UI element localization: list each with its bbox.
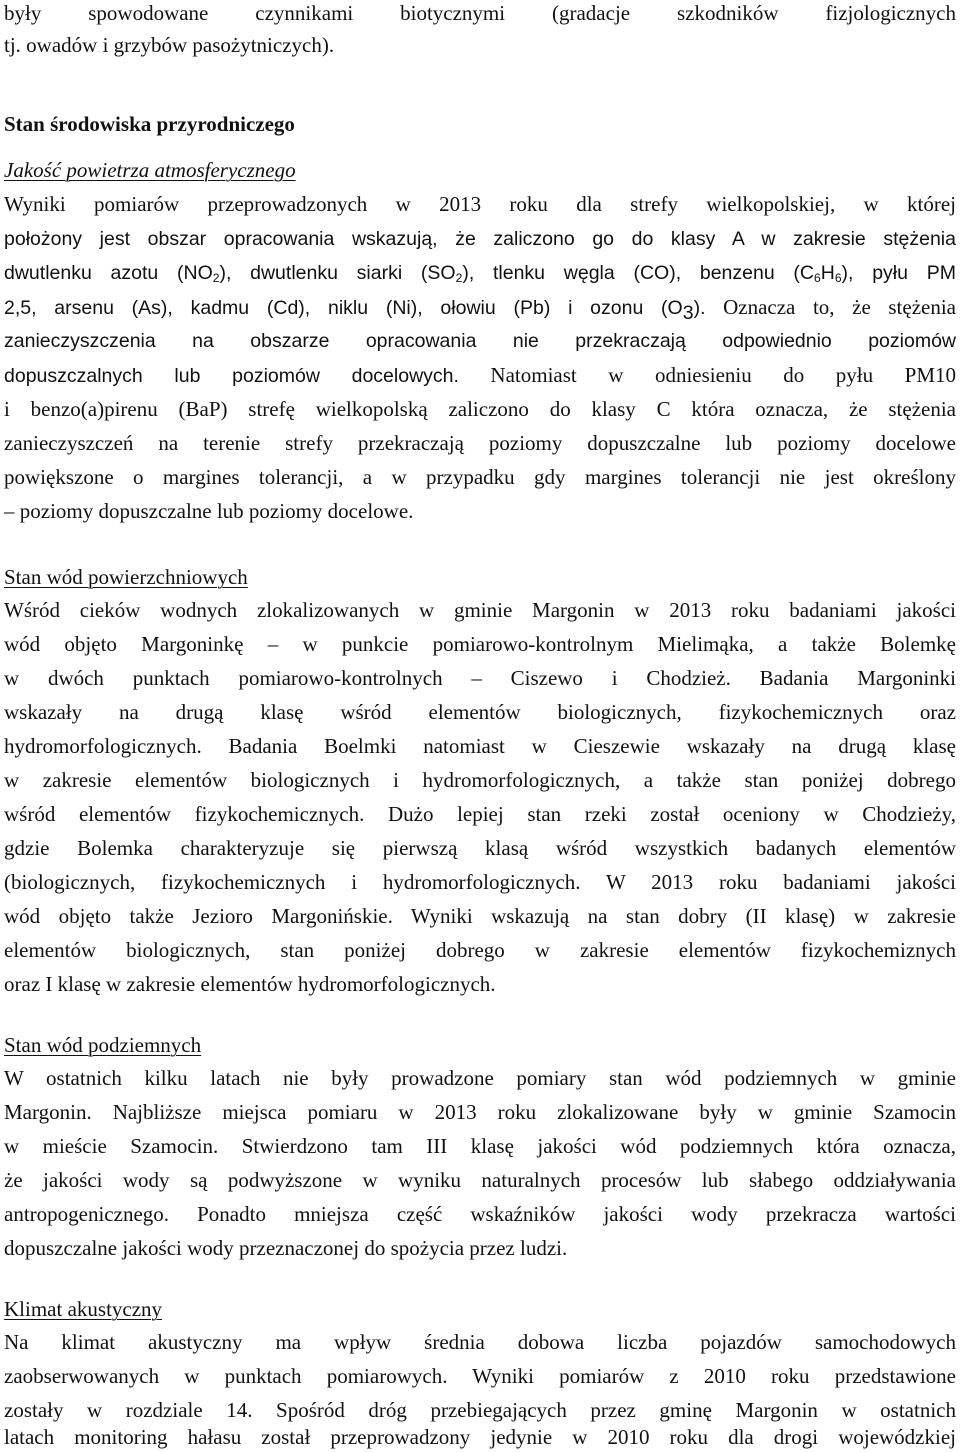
surface-water-heading: Stan wód powierzchniowych bbox=[4, 565, 248, 589]
surface-water-line: hydromorfologicznych. Badania Boelmki natomiast w Cieszewie wskazały na drugą klasę bbox=[4, 734, 956, 758]
air-line-6: dopuszczalnych lub poziomów docelowych. Natomiast w odniesieniu do pyłu PM10 bbox=[4, 363, 956, 387]
air-line-3: dwutlenku azotu $(NO_2)$, dwutlenku siarki $(SO_2)$, tlenku węgla (CO), benzenu $(C_6H_6)$, pyłu PM bbox=[4, 262, 956, 286]
surface-water-line: wód objęto także Jezioro Margonińskie. Wyniki wskazują na stan dobry (II klasę) w zakresie bbox=[4, 904, 956, 928]
surface-water-line: wskazały na drugą klasę wśród elementów biologicznych, fizykochemicznych oraz bbox=[4, 700, 956, 724]
surface-water-line: wśród elementów fizykochemicznych. Dużo lepiej stan rzeki został oceniony w Chodzieży, bbox=[4, 802, 956, 826]
air-line-5: zanieczyszczenia na obszarze opracowania nie przekraczają odpowiednio poziomów bbox=[4, 330, 956, 352]
intro-line-2: tj. owadów i grzybów pasożytniczych). bbox=[4, 33, 335, 57]
air-line-7: i benzo(a)pirenu (BaP) strefę wielkopolską zaliczono do klasy C która oznacza, że stężenia bbox=[4, 397, 956, 421]
air-quality-heading: Jakość powietrza atmosferycznego bbox=[4, 158, 296, 182]
ground-water-line: że jakości wody są podwyższone w wyniku naturalnych procesów lub słabego oddziaływania bbox=[4, 1168, 956, 1192]
air-line-8: zanieczyszczeń na terenie strefy przekraczają poziomy dopuszczalne lub poziomy docelowe bbox=[4, 431, 956, 455]
intro-line-1: były spowodowane czynnikami biotycznymi (gradacje szkodników fizjologicznych bbox=[4, 1, 956, 25]
surface-water-line: Wśród cieków wodnych zlokalizowanych w gminie Margonin w 2013 roku badaniami jakości bbox=[4, 598, 956, 622]
ground-water-line: dopuszczalne jakości wody przeznaczonej do spożycia przez ludzi. bbox=[4, 1236, 568, 1260]
air-line-1: Wyniki pomiarów przeprowadzonych w 2013 roku dla strefy wielkopolskiej, w której bbox=[4, 192, 956, 216]
ground-water-line: W ostatnich kilku latach nie były prowadzone pomiary stan wód podziemnych w gminie bbox=[4, 1066, 956, 1090]
air-line-2: położony jest obszar opracowania wskazują, że zaliczono go do klasy A w zakresie stężenia bbox=[4, 228, 956, 250]
surface-water-line: w zakresie elementów biologicznych i hydromorfologicznych, a także stan poniżej dobrego bbox=[4, 768, 956, 792]
acoustic-line: zaobserwowanych w punktach pomiarowych. Wyniki pomiarów z 2010 roku przedstawione bbox=[4, 1364, 956, 1388]
acoustic-climate-heading: Klimat akustyczny bbox=[4, 1297, 163, 1321]
ground-water-line: Margonin. Najbliższe miejsca pomiaru w 2013 roku zlokalizowane były w gminie Szamocin bbox=[4, 1100, 956, 1124]
surface-water-line: wód objęto Margoninkę – w punkcie pomiarowo-kontrolnym Mielimąka, a także Bolemkę bbox=[4, 632, 956, 656]
air-line-10: – poziomy dopuszczalne lub poziomy docelowe. bbox=[4, 499, 414, 523]
ground-water-line: w mieście Szamocin. Stwierdzono tam III klasę jakości wód podziemnych która oznacza, bbox=[4, 1134, 956, 1158]
acoustic-line: Na klimat akustyczny ma wpływ średnia dobowa liczba pojazdów samochodowych bbox=[4, 1330, 956, 1354]
surface-water-line: elementów biologicznych, stan poniżej dobrego w zakresie elementów fizykochemiznych bbox=[4, 938, 956, 962]
ground-water-line: antropogenicznego. Ponadto mniejsza część wskaźników jakości wody przekracza wartości bbox=[4, 1202, 956, 1226]
acoustic-line: zostały w rozdziale 14. Spośród dróg przebiegających przez gminę Margonin w ostatnich bbox=[4, 1398, 956, 1422]
ground-water-heading: Stan wód podziemnych bbox=[4, 1033, 202, 1057]
surface-water-line: oraz I klasę w zakresie elementów hydromorfologicznych. bbox=[4, 972, 496, 996]
surface-water-line: gdzie Bolemka charakteryzuje się pierwszą klasą wśród wszystkich badanych elementów bbox=[4, 836, 956, 860]
section-title: Stan środowiska przyrodniczego bbox=[4, 112, 295, 136]
surface-water-line: w dwóch punktach pomiarowo-kontrolnych – Ciszewo i Chodzież. Badania Margoninki bbox=[4, 666, 956, 690]
air-line-4: 2,5, arsenu (As), kadmu (Cd), niklu (Ni), ołowiu (Pb) i ozonu $(O_3)$. Oznacza to, że stężenia bbox=[4, 295, 956, 324]
surface-water-line: (biologicznych, fizykochemicznych i hydromorfologicznych. W 2013 roku badaniami jakości bbox=[4, 870, 956, 894]
air-line-9: powiększone o margines tolerancji, a w przypadku gdy margines tolerancji nie jest określony bbox=[4, 465, 956, 489]
acoustic-line: latach monitoring hałasu został przeprowadzony jedynie w 2010 roku dla drogi wojewódzkiej bbox=[4, 1425, 956, 1449]
